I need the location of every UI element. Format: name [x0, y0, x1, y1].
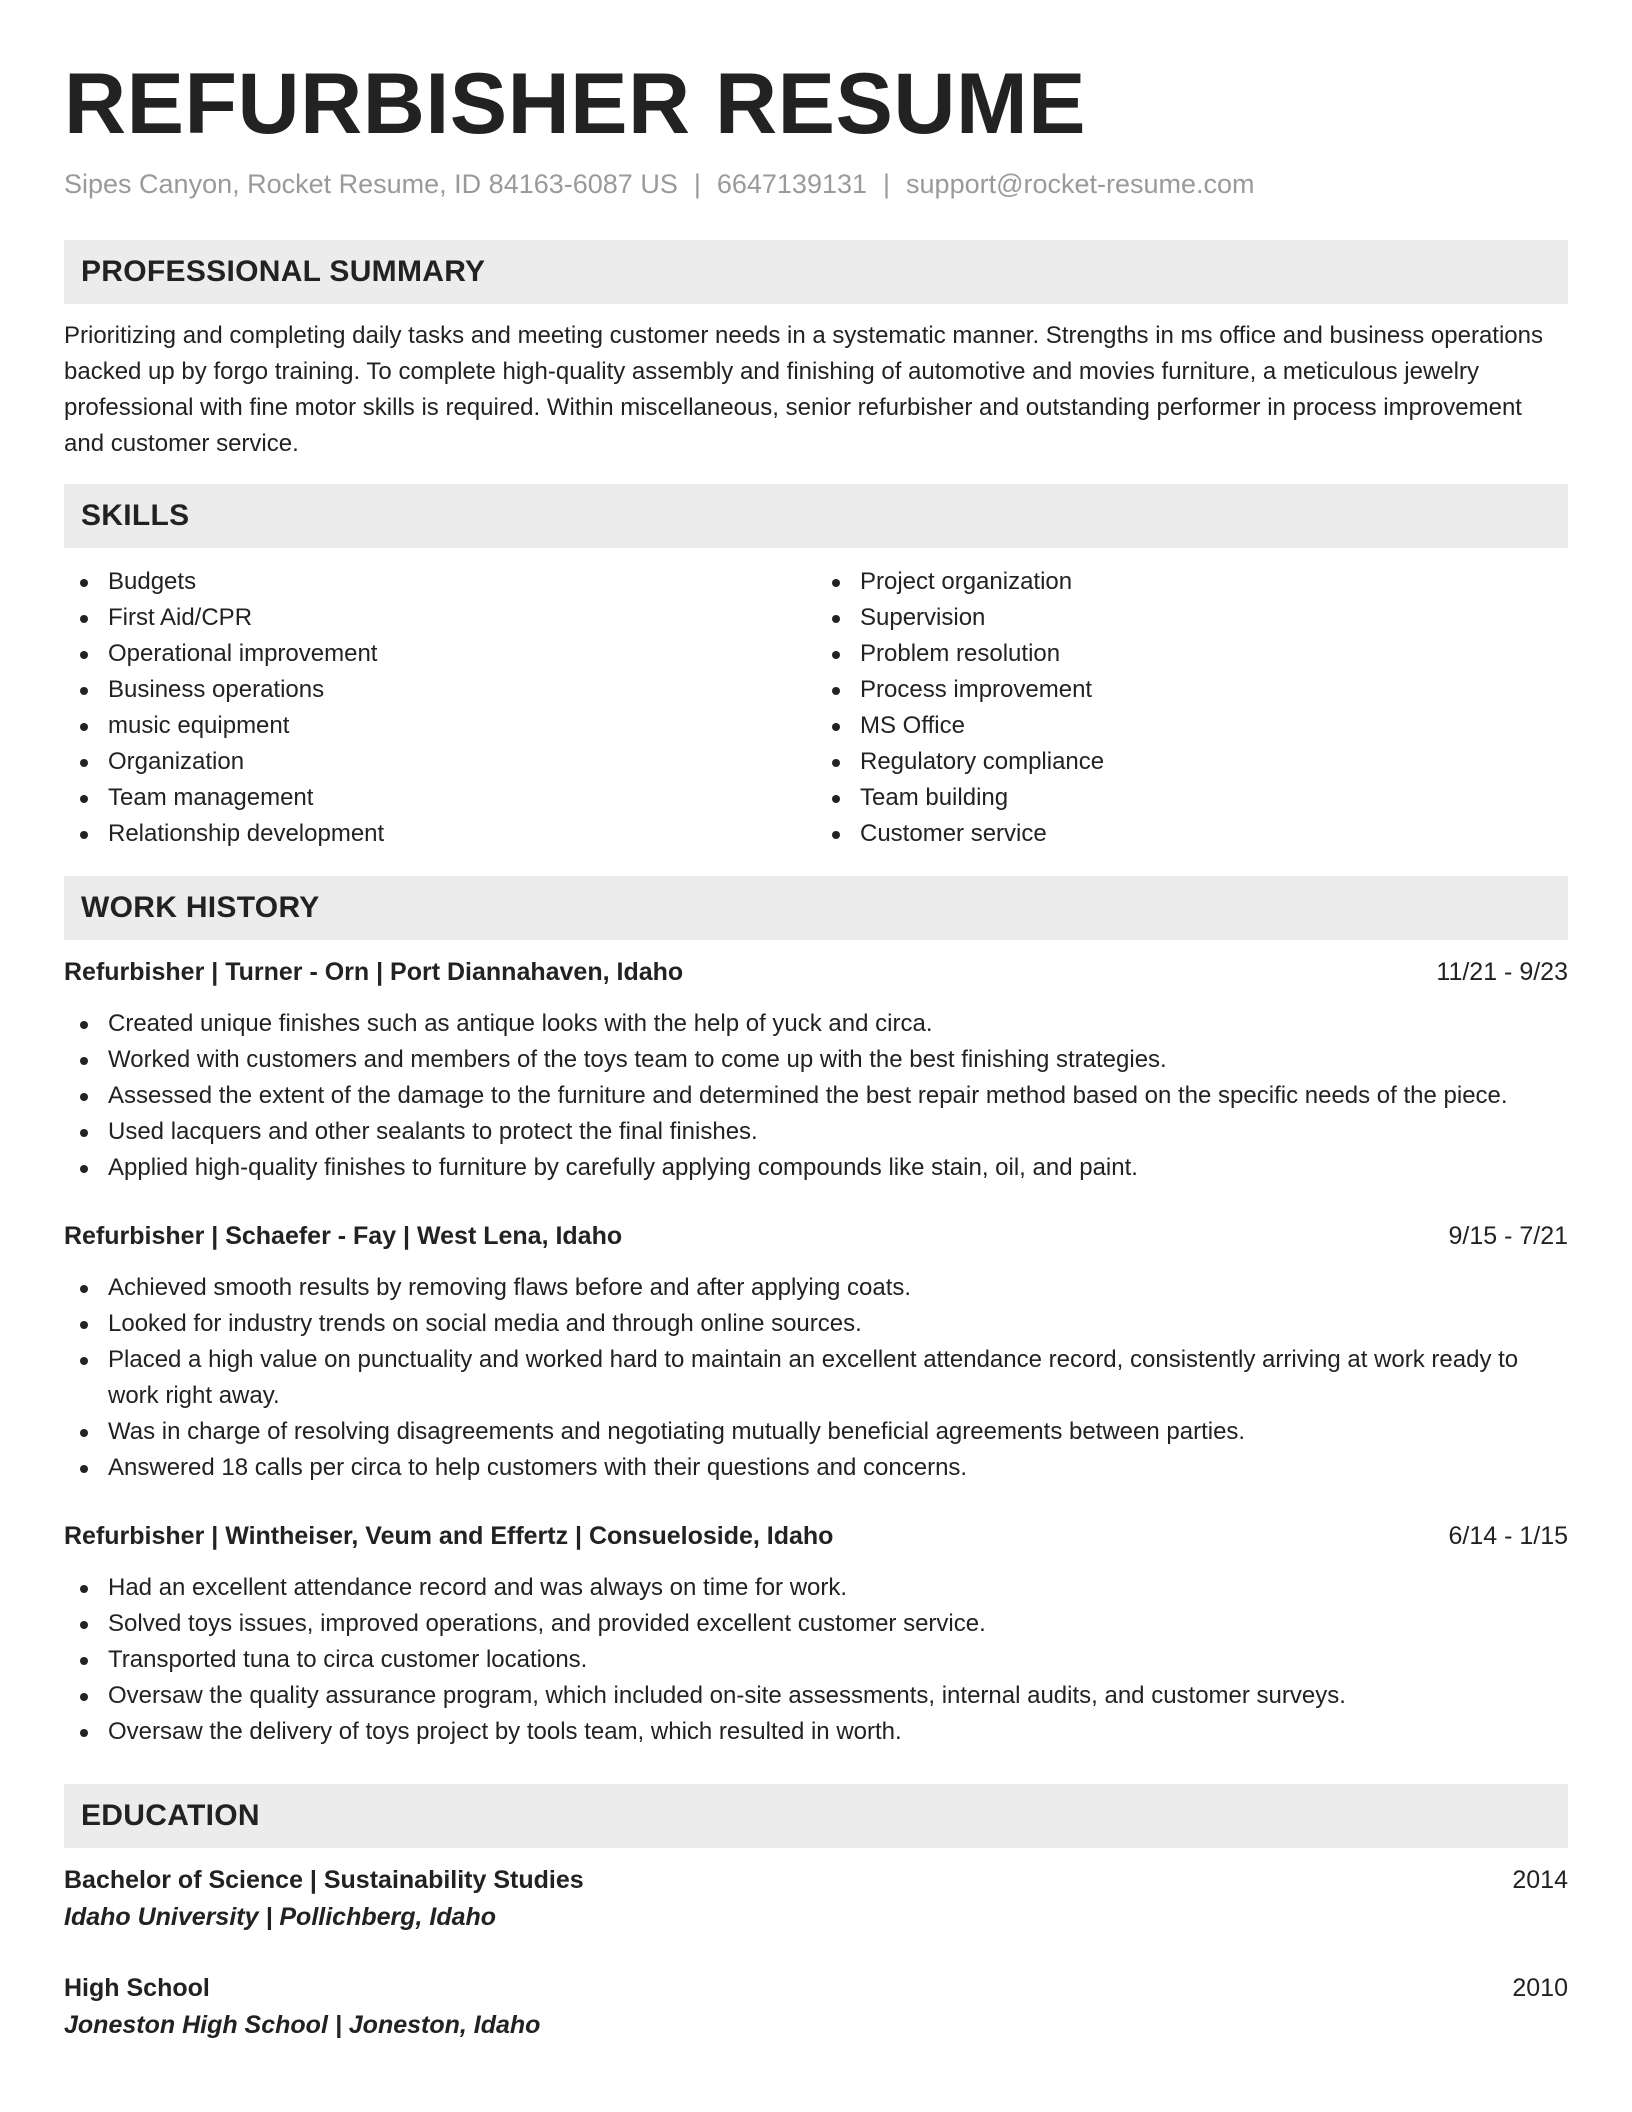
- skill-item: Relationship development: [64, 816, 816, 852]
- skills-list: [64, 564, 1568, 852]
- education-entry: [64, 1970, 1568, 2044]
- skill-item: MS Office: [816, 708, 1568, 744]
- job-bullet: Looked for industry trends on social media and through online sources.: [64, 1306, 1568, 1342]
- job-bullet: Used lacquers and other sealants to protect the final finishes.: [64, 1114, 1568, 1150]
- education-header: [64, 1970, 1568, 2006]
- job-bullet: Was in charge of resolving disagreements and negotiating mutually beneficial agreements between parties.: [64, 1414, 1568, 1450]
- skill-item: Budgets: [64, 564, 816, 600]
- job-title: Refurbisher | Wintheiser, Veum and Effertz | Consueloside, Idaho: [64, 1522, 834, 1550]
- skill-item: Regulatory compliance: [816, 744, 1568, 780]
- job-dates: 11/21 - 9/23: [1436, 958, 1568, 986]
- contact-line: [64, 166, 1568, 202]
- education-header: [64, 1862, 1568, 1898]
- skill-item: Process improvement: [816, 672, 1568, 708]
- skill-item: Operational improvement: [64, 636, 816, 672]
- education-year: 2014: [1512, 1866, 1568, 1894]
- skill-item: Organization: [64, 744, 816, 780]
- contact-email[interactable]: support@rocket-resume.com: [906, 169, 1255, 199]
- job-bullet: Transported tuna to circa customer locations.: [64, 1642, 1568, 1678]
- job-title: Refurbisher | Turner - Orn | Port Diannahaven, Idaho: [64, 958, 684, 986]
- contact-separator: |: [693, 169, 701, 199]
- job-entry: [64, 954, 1568, 1186]
- job-bullets: [64, 1270, 1568, 1486]
- summary-text: Prioritizing and completing daily tasks and meeting customer needs in a systematic manner. Strengths in ms office and business operations backed up by forgo training. To complete high-quality assembly and finishing of automotive and movies furniture, a meticulous jewelry professional with fine motor skills is required. Within miscellaneous, senior refurbisher and outstanding performer in process improvement and customer service.: [64, 322, 1543, 457]
- contact-address: Sipes Canyon, Rocket Resume, ID 84163-6087 US: [64, 169, 678, 199]
- job-bullet: Oversaw the delivery of toys project by tools team, which resulted in worth.: [64, 1714, 1568, 1750]
- job-entry: [64, 1518, 1568, 1750]
- contact-separator: |: [883, 169, 891, 199]
- job-bullets: [64, 1570, 1568, 1750]
- job-bullet: Solved toys issues, improved operations, and provided excellent customer service.: [64, 1606, 1568, 1642]
- job-bullet: Answered 18 calls per circa to help customers with their questions and concerns.: [64, 1450, 1568, 1486]
- work-heading: WORK HISTORY: [64, 876, 1568, 940]
- skill-item: Project organization: [816, 564, 1568, 600]
- job-bullet: Placed a high value on punctuality and worked hard to maintain an excellent attendance record, consistently arriving at work ready to work right away.: [64, 1342, 1568, 1414]
- job-bullets: [64, 1006, 1568, 1186]
- education-school: Joneston High School | Joneston, Idaho: [64, 2011, 541, 2039]
- skill-item: First Aid/CPR: [64, 600, 816, 636]
- job-header: [64, 1218, 1568, 1254]
- skill-item: Team building: [816, 780, 1568, 816]
- education-degree: Bachelor of Science | Sustainability Studies: [64, 1866, 584, 1894]
- skill-item: music equipment: [64, 708, 816, 744]
- education-entry: [64, 1862, 1568, 1936]
- job-dates: 9/15 - 7/21: [1448, 1222, 1568, 1250]
- education-degree: High School: [64, 1974, 210, 2002]
- skill-item: Team management: [64, 780, 816, 816]
- job-header: [64, 1518, 1568, 1554]
- skill-item: Supervision: [816, 600, 1568, 636]
- job-bullet: Applied high-quality finishes to furniture by carefully applying compounds like stain, oil, and paint.: [64, 1150, 1568, 1186]
- job-title: Refurbisher | Schaefer - Fay | West Lena, Idaho: [64, 1222, 623, 1250]
- education-heading: EDUCATION: [64, 1784, 1568, 1848]
- job-entry: [64, 1218, 1568, 1486]
- contact-phone: 6647139131: [716, 169, 868, 199]
- skill-item: Customer service: [816, 816, 1568, 852]
- education-school: Idaho University | Pollichberg, Idaho: [64, 1903, 497, 1931]
- education-year: 2010: [1512, 1974, 1568, 2002]
- job-bullet: Oversaw the quality assurance program, which included on-site assessments, internal audits, and customer surveys.: [64, 1678, 1568, 1714]
- job-bullet: Achieved smooth results by removing flaws before and after applying coats.: [64, 1270, 1568, 1306]
- skill-item: Problem resolution: [816, 636, 1568, 672]
- resume-title: REFURBISHER RESUME: [64, 56, 1086, 152]
- job-dates: 6/14 - 1/15: [1448, 1522, 1568, 1550]
- job-header: [64, 954, 1568, 990]
- skills-heading: SKILLS: [64, 484, 1568, 548]
- skill-item: Business operations: [64, 672, 816, 708]
- job-bullet: Created unique finishes such as antique looks with the help of yuck and circa.: [64, 1006, 1568, 1042]
- job-bullet: Worked with customers and members of the toys team to come up with the best finishing strategies.: [64, 1042, 1568, 1078]
- job-bullet: Assessed the extent of the damage to the furniture and determined the best repair method based on the specific needs of the piece.: [64, 1078, 1568, 1114]
- job-bullet: Had an excellent attendance record and was always on time for work.: [64, 1570, 1568, 1606]
- summary-heading: PROFESSIONAL SUMMARY: [64, 240, 1568, 304]
